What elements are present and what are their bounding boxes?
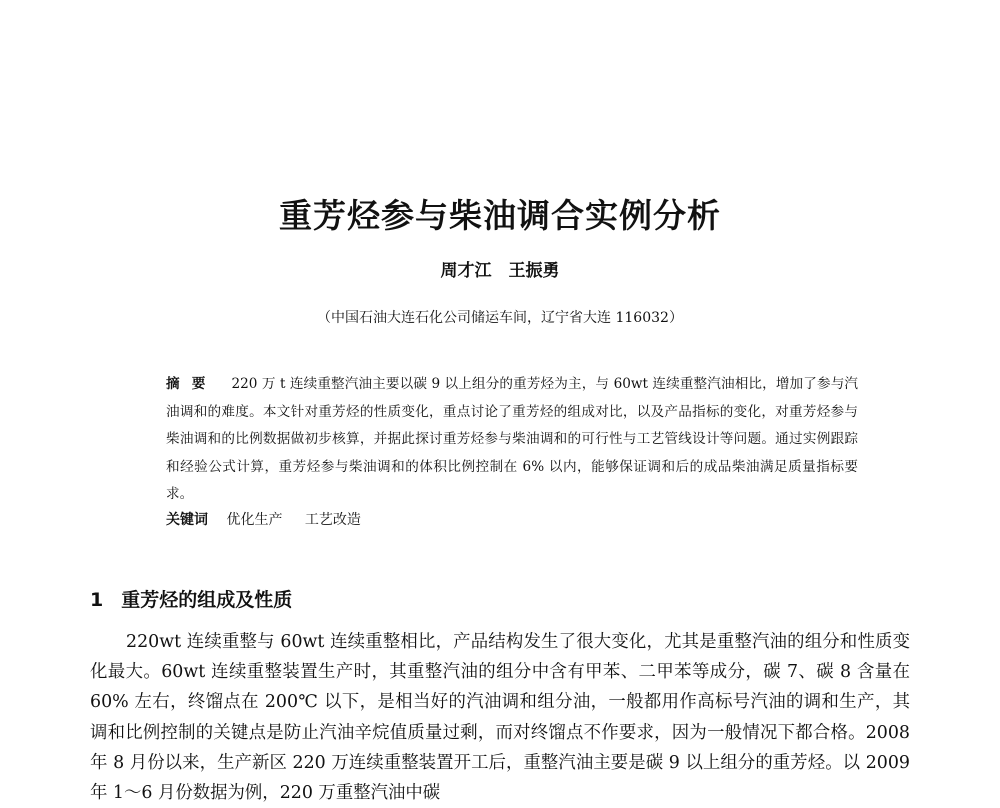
abstract-label: 摘要: [166, 376, 218, 392]
section-number: 1: [90, 589, 104, 611]
keywords: [166, 509, 379, 529]
keyword: 优化生产: [226, 512, 283, 528]
section-heading: [90, 585, 292, 612]
abstract-text: 220 万 t 连续重整汽油主要以碳 9 以上组分的重芳烃为主，与 60wt 连续重整汽油相比，增加了参与汽油调和的难度。本文针对重芳烃的性质变化，重点讨论了重芳烃的组成对比，以及产品指标的变化，对重芳烃参与柴油调和的比例数据做初步核算，并据此探讨重芳烃参与柴油调和的可行性与工艺管线设计等问题。通过实例跟踪和经验公式计算，重芳烃参与柴油调和的体积比例控制在 6% 以内，能够保证调和后的成品柴油满足质量指标要求。: [166, 376, 859, 502]
section-title: 重芳烃的组成及性质: [121, 589, 293, 611]
paper-title: 重芳烃参与柴油调合实例分析: [279, 196, 721, 235]
authors: 周才江 王振勇: [440, 261, 560, 281]
keywords-label: 关键词: [166, 512, 208, 528]
body-paragraph: 220wt 连续重整与 60wt 连续重整相比，产品结构发生了很大变化，尤其是重整汽油的组分和性质变化最大。60wt 连续重整装置生产时，其重整汽油的组分中含有甲苯、二甲苯等成分，碳 7、碳 8 含量在 60% 左右，终馏点在 200℃ 以下，是相当好的汽油调和组分油，一般都用作高标号汽油的调和生产，其调和比例控制的关键点是防止汽油辛烷值质量过剩，而对终馏点不作要求，因为一般情况下都合格。2008 年 8 月份以来，生产新区 220 万连续重整装置开工后，重整汽油主要是碳 9 以上组分的重芳烃。以 2009 年 1～6 月份数据为例，220 万重整汽油中碳: [90, 632, 910, 804]
abstract: [166, 371, 858, 509]
affiliation: （中国石油大连石化公司储运车间，辽宁省大连 116032）: [317, 310, 683, 326]
keyword: 工艺改造: [304, 512, 361, 528]
